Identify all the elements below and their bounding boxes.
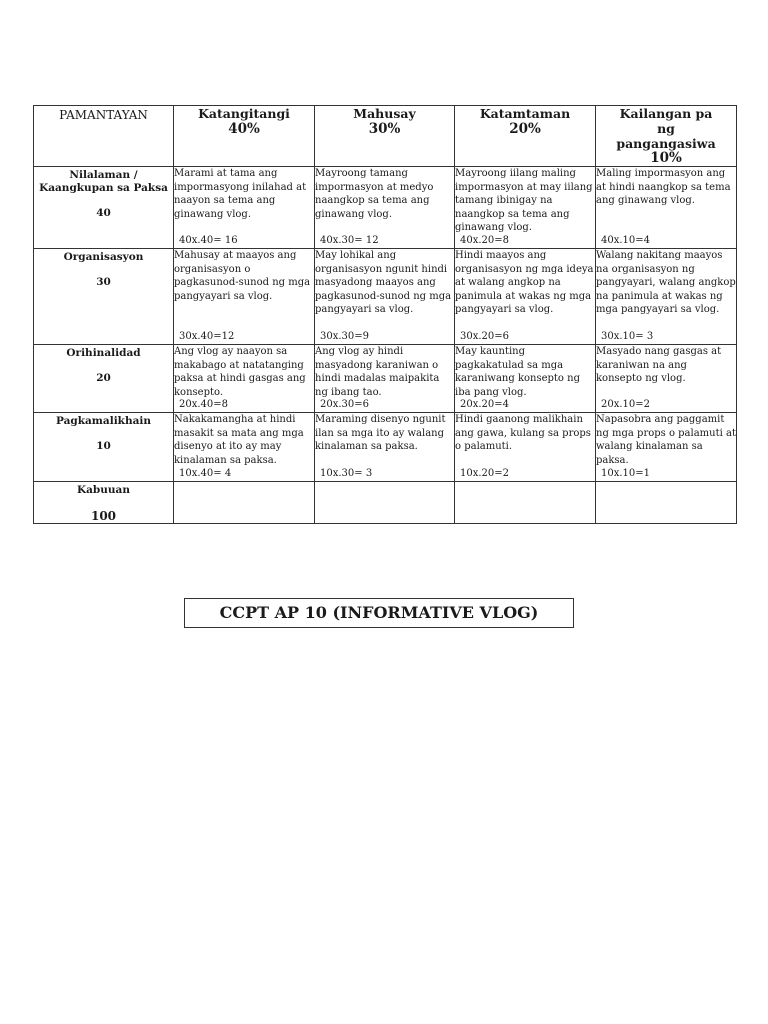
- cell-description: May lohikal ang organisasyon ngunit hindi masyadong maayos ang pagkasunod-sunod ng mga pangyayari sa vlog.: [315, 250, 452, 315]
- score-cell: [455, 413, 596, 482]
- criterion-label: Pagkamalikhain: [55, 415, 152, 427]
- cell-description: Ang vlog ay naayon sa makabago at natatanging paksa at hindi gasgas ang konsepto.: [174, 346, 306, 398]
- cell-score: 30x.20=6: [460, 330, 510, 342]
- criterion-weight: 10: [96, 440, 111, 452]
- table-row: [34, 167, 737, 249]
- header-level-2: [315, 106, 455, 167]
- criterion-weight: 30: [96, 276, 111, 288]
- level-percent: 30%: [368, 121, 401, 137]
- header-row: [34, 106, 737, 167]
- score-cell: [596, 345, 737, 413]
- score-cell: [315, 249, 455, 345]
- cell-description: Nakakamangha at hindi masakit sa mata ang mga disenyo at ito ay may kinalaman sa paksa.: [174, 414, 304, 466]
- cell-description: Maling impormasyon ang at hindi naangkop sa tema ang ginawang vlog.: [596, 168, 731, 206]
- level-percent: 20%: [509, 121, 541, 137]
- score-cell: [174, 345, 315, 413]
- criterion-cell: [34, 413, 174, 482]
- score-cell: [174, 413, 315, 482]
- criterion-weight: 20: [96, 372, 111, 384]
- level-percent: 40%: [228, 121, 260, 137]
- cell-score: 40x.30= 12: [320, 234, 379, 246]
- cell-description: Masyado nang gasgas at karaniwan na ang konsepto ng vlog.: [596, 346, 722, 384]
- score-cell: [315, 413, 455, 482]
- level-name: Mahusay: [353, 106, 416, 121]
- total-row: [34, 482, 737, 524]
- score-cell: [455, 167, 596, 249]
- cell-description: Ang vlog ay hindi masyadong karaniwan o hindi madalas maipakita ng ibang tao.: [315, 346, 440, 398]
- criterion-label: Nilalaman / Kaangkupan sa Paksa: [39, 169, 168, 194]
- rubric-table: [33, 105, 737, 524]
- cell-description: Mayroong tamang impormasyon at medyo naangkop sa tema ang ginawang vlog.: [315, 168, 434, 220]
- cell-description: Hindi gaanong malikhain ang gawa, kulang sa props o palamuti.: [455, 414, 591, 452]
- score-cell: [596, 167, 737, 249]
- cell-description: Maraming disenyo ngunit ilan sa mga ito ay walang kinalaman sa paksa.: [315, 414, 446, 452]
- cell-description: May kaunting pagkakatulad sa mga karaniwang konsepto ng iba pang vlog.: [455, 346, 580, 398]
- score-cell: [455, 249, 596, 345]
- cell-score: 40x.20=8: [460, 234, 510, 246]
- cell-description: Hindi maayos ang organisasyon ng mga ideya at walang angkop na panimula at wakas ng mga pangyayari sa vlog.: [455, 250, 594, 315]
- criterion-cell: [34, 167, 174, 249]
- score-cell: [596, 413, 737, 482]
- cell-score: 10x.20=2: [460, 467, 510, 479]
- criterion-cell: [34, 249, 174, 345]
- cell-score: 40x.40= 16: [179, 234, 238, 246]
- cell-description: Marami at tama ang impormasyong inilahad at naayon sa tema ang ginawang vlog.: [174, 168, 307, 220]
- criterion-label: Organisasyon: [63, 251, 144, 263]
- score-cell: [596, 249, 737, 345]
- cell-description: Napasobra ang paggamit ng mga props o palamuti at walang kinalaman sa paksa.: [596, 414, 736, 466]
- empty-cell: [455, 482, 596, 524]
- level-name: Katangitangi: [198, 106, 290, 121]
- criterion-weight: 40: [96, 207, 111, 219]
- total-cell: [34, 482, 174, 524]
- cell-description: Mayroong iilang maling impormasyon at may iilang tamang ibinigay na naangkop sa tema ang ginawang vlog.: [455, 168, 593, 233]
- empty-cell: [315, 482, 455, 524]
- cell-score: 30x.10= 3: [601, 330, 654, 342]
- criterion-label: Orihinalidad: [66, 347, 141, 359]
- cell-score: 30x.40=12: [179, 330, 235, 342]
- score-cell: [455, 345, 596, 413]
- table-row: [34, 345, 737, 413]
- score-cell: [174, 167, 315, 249]
- header-level-4: [596, 106, 737, 167]
- cell-score: 20x.20=4: [460, 398, 510, 410]
- empty-cell: [596, 482, 737, 524]
- cell-score: 30x.30=9: [320, 330, 370, 342]
- total-label: Kabuuan: [77, 484, 130, 496]
- level-name: Kailangan pa ng pangangasiwa: [616, 106, 716, 151]
- total-value: 100: [90, 509, 117, 523]
- cell-score: 20x.30=6: [320, 398, 370, 410]
- document-title: CCPT AP 10 (INFORMATIVE VLOG): [184, 598, 574, 628]
- cell-description: Walang nakitang maayos na organisasyon ng pangyayari, walang angkop na panimula at wakas ng mga pangyayari sa vlog.: [596, 250, 736, 315]
- cell-score: 40x.10=4: [601, 234, 651, 246]
- score-cell: [315, 345, 455, 413]
- table-row: [34, 249, 737, 345]
- level-name: Katamtaman: [479, 106, 571, 121]
- header-level-3: [455, 106, 596, 167]
- cell-score: 10x.40= 4: [179, 467, 232, 479]
- cell-score: 10x.10=1: [601, 467, 651, 479]
- level-percent: 10%: [650, 150, 682, 166]
- score-cell: [315, 167, 455, 249]
- cell-description: Mahusay at maayos ang organisasyon o pagkasunod-sunod ng mga pangyayari sa vlog.: [174, 250, 311, 302]
- cell-score: 20x.40=8: [179, 398, 229, 410]
- header-level-1: [174, 106, 315, 167]
- empty-cell: [174, 482, 315, 524]
- cell-score: 20x.10=2: [601, 398, 651, 410]
- cell-score: 10x.30= 3: [320, 467, 373, 479]
- score-cell: [174, 249, 315, 345]
- table-row: [34, 413, 737, 482]
- header-criteria: PAMANTAYAN: [34, 106, 174, 167]
- criterion-cell: [34, 345, 174, 413]
